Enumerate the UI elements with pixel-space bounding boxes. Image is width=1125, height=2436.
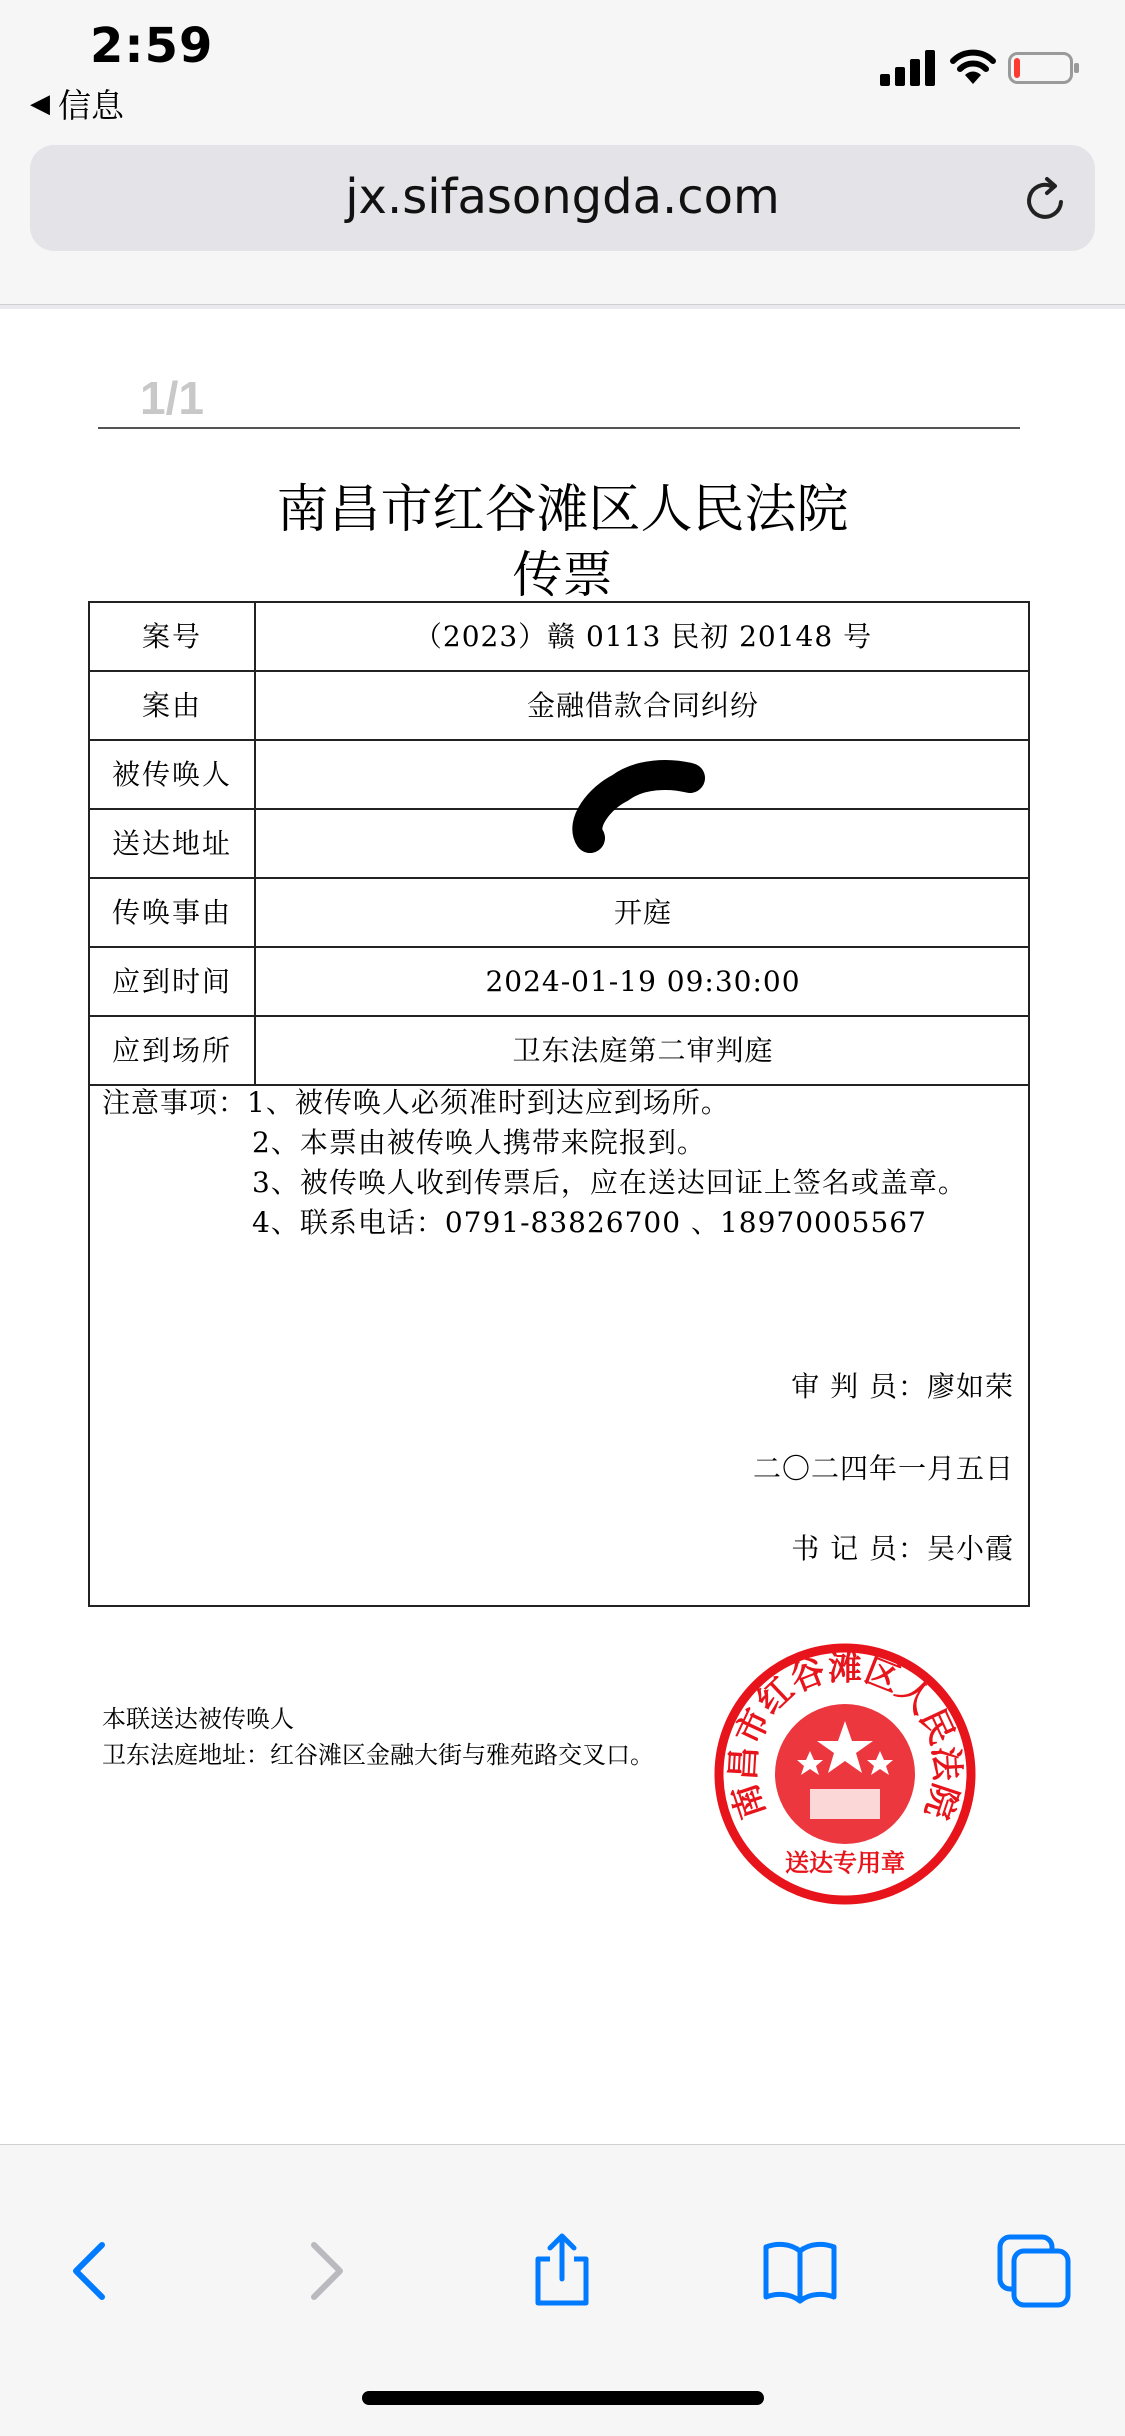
row-value: （2023）赣 0113 民初 20148 号 — [413, 620, 873, 653]
footer-note: 本联送达被传唤人 — [102, 1705, 294, 1733]
back-triangle-icon: ◀ — [30, 88, 50, 119]
back-chevron-icon[interactable] — [52, 2231, 132, 2311]
seal-stamp — [710, 1639, 980, 1909]
issue-date: 二〇二四年一月五日 — [752, 1452, 1014, 1485]
notes-heading: 注意事项： — [102, 1086, 248, 1119]
court-name: 南昌市红谷滩区人民法院 — [276, 480, 849, 540]
row-value: 卫东法庭第二审判庭 — [512, 1034, 774, 1067]
home-indicator — [362, 2391, 764, 2405]
wifi-icon — [950, 48, 996, 86]
note-item: 1、被传唤人必须准时到达应到场所。 — [247, 1086, 730, 1119]
row-cause — [90, 672, 1028, 741]
row-label: 传唤事由 — [90, 879, 256, 946]
page-indicator: 1/1 — [140, 372, 204, 424]
note-item: 2、本票由被传唤人携带来院报到。 — [252, 1126, 706, 1159]
share-icon[interactable] — [522, 2231, 602, 2311]
forward-chevron-icon[interactable] — [284, 2231, 364, 2311]
address-bar[interactable] — [30, 145, 1095, 251]
bookmarks-icon[interactable] — [760, 2231, 840, 2311]
row-value: 金融借款合同纠纷 — [526, 689, 759, 722]
row-label: 应到场所 — [90, 1017, 256, 1084]
url-text[interactable]: jx.sifasongda.com — [345, 169, 780, 225]
row-case-number — [90, 603, 1028, 672]
row-label: 案号 — [90, 603, 256, 670]
row-value: 2024-01-19 09:30:00 — [485, 965, 801, 998]
row-label: 案由 — [90, 672, 256, 739]
notes-section — [102, 1083, 967, 1243]
clerk-signature: 书 记 员：吴小霞 — [791, 1532, 1014, 1565]
summons-form — [88, 601, 1030, 1607]
row-place — [90, 1017, 1028, 1086]
seal-bottom-text: 送达专用章 — [785, 1849, 905, 1877]
cellular-signal-icon — [880, 50, 936, 86]
browser-top-bar — [0, 135, 1125, 305]
reload-icon[interactable] — [1021, 175, 1071, 225]
judge-signature: 审 判 员：廖如荣 — [791, 1370, 1014, 1403]
row-label: 被传唤人 — [90, 741, 256, 808]
tabs-icon[interactable] — [994, 2231, 1074, 2311]
seal-arc-text: 南昌市红谷滩区人民法院 — [723, 1648, 967, 1824]
clock: 2:59 — [90, 18, 214, 74]
note-item: 3、被传唤人收到传票后，应在送达回证上签名或盖章。 — [252, 1166, 967, 1199]
document-title: 传票 — [512, 546, 613, 604]
row-summoned-person — [90, 741, 1028, 810]
footer-address: 卫东法庭地址：红谷滩区金融大街与雅苑路交叉口。 — [102, 1741, 654, 1769]
header-divider — [98, 427, 1020, 429]
row-address — [90, 810, 1028, 879]
row-label: 应到时间 — [90, 948, 256, 1015]
browser-toolbar — [0, 2144, 1125, 2436]
row-label: 送达地址 — [90, 810, 256, 877]
battery-low-icon — [1008, 52, 1080, 84]
status-bar — [0, 0, 1125, 135]
back-to-app-button[interactable] — [30, 80, 124, 127]
row-reason — [90, 879, 1028, 948]
note-item: 4、联系电话：0791-83826700 、18970005567 — [252, 1206, 927, 1239]
redaction-scribble — [560, 743, 710, 853]
row-value: 开庭 — [613, 896, 672, 929]
pdf-document[interactable] — [0, 309, 1125, 2144]
back-app-label: 信息 — [58, 86, 124, 125]
row-time — [90, 948, 1028, 1017]
